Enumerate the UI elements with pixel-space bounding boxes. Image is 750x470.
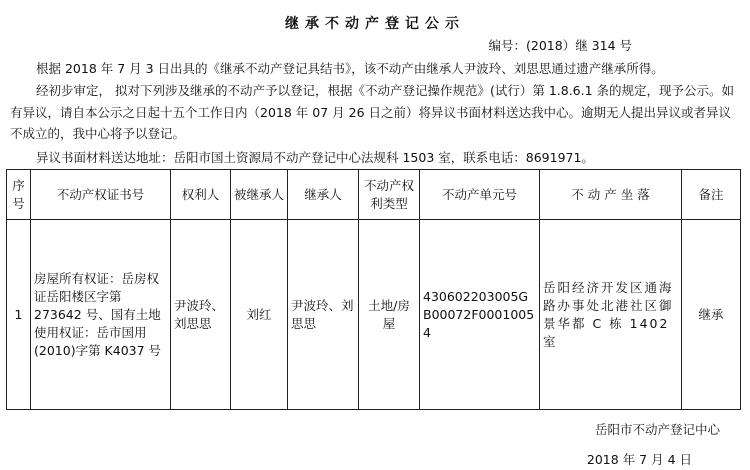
- header-decedent: 被继承人: [231, 170, 288, 220]
- cell-owner: 尹波玲、刘思思: [171, 220, 231, 410]
- notice-title: 继承不动产登记公示: [285, 16, 465, 32]
- cell-location: 岳阳经济开发区通海路办事处北港社区御景华都 C 栋 1402 室: [540, 220, 682, 410]
- cell-index: 1: [7, 220, 31, 410]
- notice-paragraph-3: 异议书面材料送达地址：岳阳市国土资源局不动产登记中心法规科 1503 室，联系电话：8691971。: [36, 150, 594, 165]
- header-right-type: 不动产权利类型: [359, 170, 420, 220]
- footer-date: 2018 年 7 月 4 日: [586, 452, 692, 467]
- header-heir: 继承人: [288, 170, 359, 220]
- notice-paragraph-1: 根据 2018 年 7 月 3 日出具的《继承不动产登记具结书》，该不动产由继承人尹波玲、刘思思通过遗产继承所得。: [36, 61, 664, 76]
- property-table: [6, 169, 741, 410]
- table-row: [7, 220, 741, 410]
- cell-decedent: 刘红: [231, 220, 288, 410]
- cell-right-type: 土地/房屋: [359, 220, 420, 410]
- table-header-row: [7, 170, 741, 220]
- cell-certificate: 房屋所有权证：岳房权证岳阳楼区字第 273642 号、国有土地使用权证：岳市国用(2010)字第 K4037 号: [31, 220, 171, 410]
- header-certificate: 不动产权证书号: [31, 170, 171, 220]
- header-unit-no: 不动产单元号: [420, 170, 540, 220]
- footer-organization: 岳阳市不动产登记中心: [594, 422, 720, 437]
- header-owner: 权利人: [171, 170, 231, 220]
- header-location: 不 动 产 坐 落: [540, 170, 682, 220]
- cell-unit-no: 430602203005GB00072F00010054: [420, 220, 540, 410]
- notice-paragraph-2: 经初步审定， 拟对下列涉及继承的不动产予以登记，根据《不动产登记操作规范》(试行）第 1.8.6.1 条的规定，现予公示。如有异议，请自本公示之日起十五个工作日内（2018 年 07 月 26 日之前）将异议书面材料送达我中心。逾期无人提出异议或者异议不成立的，我中心将予以登记。: [10, 83, 735, 141]
- cell-heir: 尹波玲、刘思思: [288, 220, 359, 410]
- header-remark: 备注: [682, 170, 741, 220]
- notice-number: 编号：(2018）继 314 号: [488, 38, 632, 53]
- header-index: 序号: [7, 170, 31, 220]
- cell-remark: 继承: [682, 220, 741, 410]
